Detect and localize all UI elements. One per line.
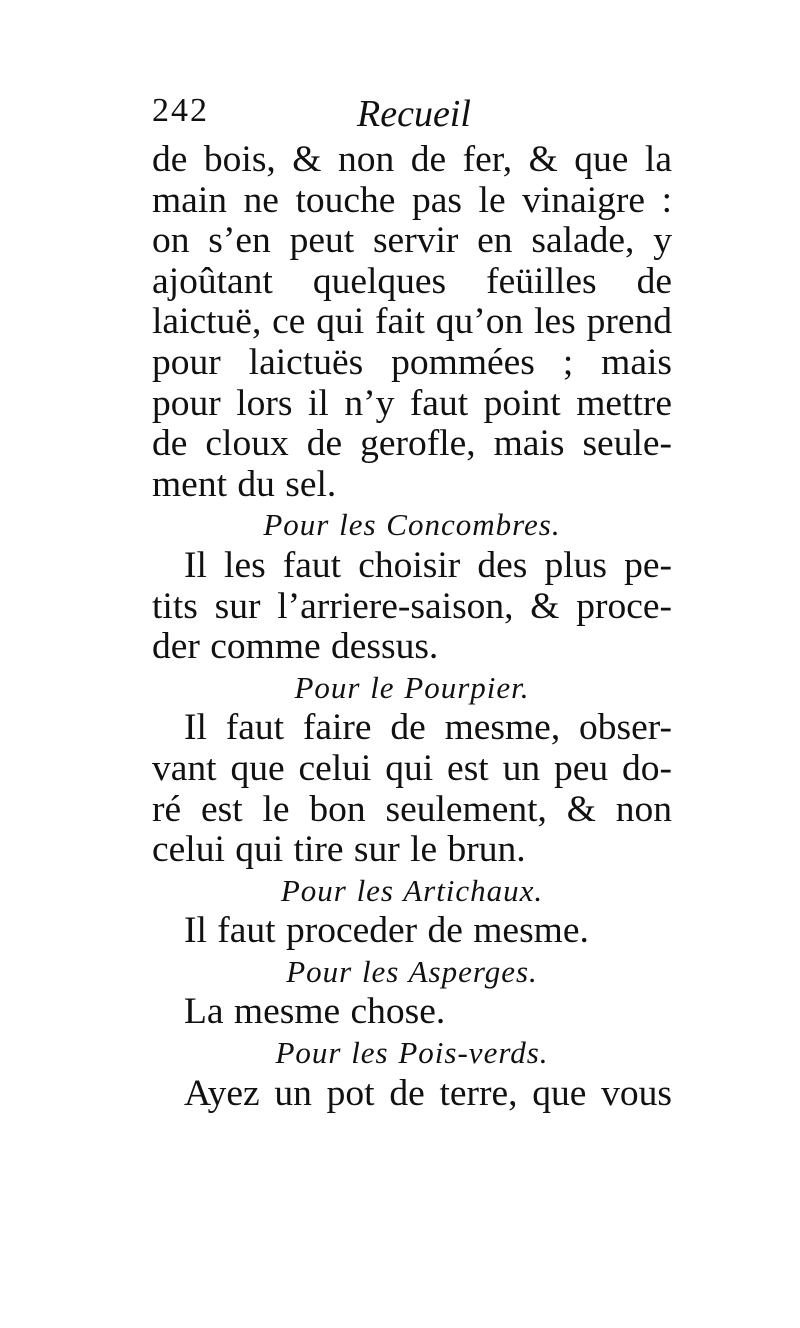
page-text <box>152 140 672 1114</box>
text-line: der comme dessus. <box>152 626 439 668</box>
page-number: 242 <box>152 92 209 129</box>
text-line: de bois, & non de fer, & que la <box>152 139 672 180</box>
section-heading-pois-verds: Pour les Pois-verds. <box>275 1035 549 1071</box>
text-line: Il les faut choisir des plus pe- <box>184 544 672 586</box>
text-line: Il faut faire de mesme, obser- <box>184 707 672 749</box>
text-line: ajoûtant quelques feüilles de <box>152 260 672 302</box>
section-heading-concombres: Pour les Concombres. <box>263 507 561 543</box>
text-line: ré est le bon seulement, & non <box>152 788 672 830</box>
text-line: tits sur l’arriere-saison, & proce- <box>152 585 672 627</box>
text-line: ment du sel. <box>152 463 337 505</box>
text-line: on s’en peut servir en salade, y <box>152 220 672 262</box>
text-line: pour lors il n’y faut point mettre <box>152 382 672 424</box>
running-head <box>152 92 672 142</box>
text-line: main ne touche pas le vinaigre : <box>152 179 672 221</box>
text-line: celui qui tire sur le brun. <box>152 829 526 871</box>
text-line: vant que celui qui est un peu do- <box>152 747 672 789</box>
text-line: Il faut proceder de mesme. <box>184 910 589 952</box>
text-line: laictuë, ce qui fait qu’on les prend <box>152 301 672 343</box>
section-heading-pourpier: Pour le Pourpier. <box>294 669 530 705</box>
section-heading-artichaux: Pour les Artichaux. <box>280 872 544 908</box>
text-line: de cloux de gerofle, mais seule- <box>152 423 672 465</box>
text-line: Ayez un pot de terre, que vous <box>184 1072 672 1114</box>
section-heading-asperges: Pour les Asperges. <box>286 953 538 989</box>
running-title: Recueil <box>357 93 471 135</box>
text-line: La mesme chose. <box>184 991 446 1033</box>
text-line: pour laictuës pommées ; mais <box>152 341 672 383</box>
